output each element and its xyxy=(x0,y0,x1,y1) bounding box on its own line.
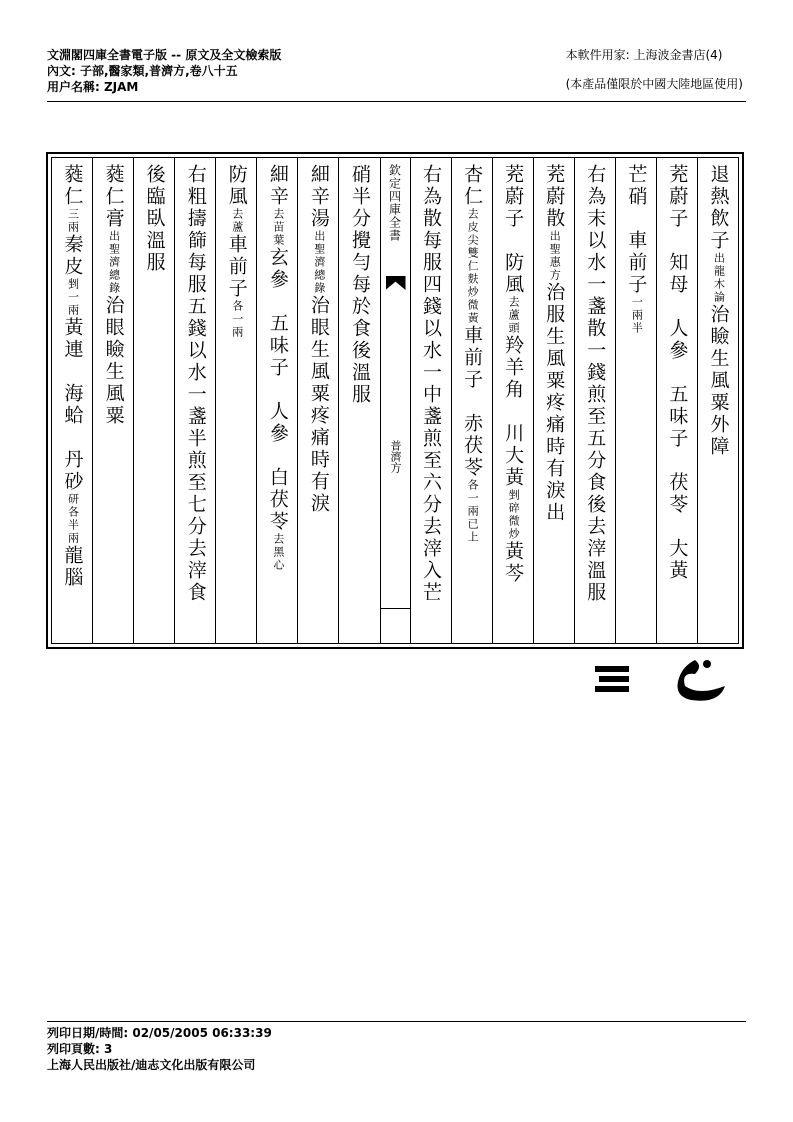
footer-publisher: 上海人民出版社/迪志文化出版有限公司 xyxy=(47,1058,256,1072)
book-title: 欽定四庫全書 xyxy=(387,164,402,242)
header-content-path: 內文: 子部,醫家類,普濟方,卷八十五 xyxy=(47,64,238,78)
fold-divider xyxy=(381,608,410,609)
page-frame xyxy=(46,152,744,649)
header-right xyxy=(566,47,743,92)
footer-divider xyxy=(47,1021,746,1022)
footer-print-datetime: 列印日期/時間: 02/05/2005 06:33:39 xyxy=(47,1026,272,1040)
text-column xyxy=(338,158,379,643)
text-column xyxy=(174,158,215,643)
column-text: 退熱飲子出龍木論治瞼生風粟外障 xyxy=(707,164,730,458)
column-text: 茺蔚散出聖惠方治服生風粟疼痛時有淚出 xyxy=(543,164,566,524)
column-text: 細辛去苗葉玄參 五味子 人參 白茯苓去黑心 xyxy=(266,164,289,572)
page-inner-frame xyxy=(51,157,739,644)
footer xyxy=(47,1025,272,1073)
text-column xyxy=(492,158,533,643)
text-column xyxy=(133,158,174,643)
column-text: 右粗擣篩每服五錢以水一盞半煎至七分去滓食 xyxy=(184,164,207,604)
column-text: 茺蔚子 知母 人參 五味子 茯苓 大黃 xyxy=(666,164,689,582)
header-left xyxy=(47,47,281,95)
header-region-notice: (本產品僅限於中國大陸地區使用) xyxy=(565,77,743,91)
column-text: 芒硝 車前子一兩半 xyxy=(625,164,648,335)
publisher-logo-icon xyxy=(595,656,745,702)
text-column xyxy=(615,158,656,643)
header-licensee: 本軟件用家: 上海波金書店(4) xyxy=(565,48,723,62)
column-text: 杏仁去皮尖雙仁麩炒微黃車前子 赤茯苓各一兩已上 xyxy=(461,164,484,544)
header-username: 用户名稱: ZJAM xyxy=(47,80,139,94)
text-column xyxy=(215,158,256,643)
text-column xyxy=(656,158,697,643)
column-text: 細辛湯出聖濟總錄治眼生風粟疼痛時有淚 xyxy=(307,164,330,515)
fishtail-mark-icon xyxy=(386,276,406,290)
footer-page-count: 列印頁數: 3 xyxy=(47,1042,113,1056)
header-divider xyxy=(47,101,746,102)
text-column xyxy=(256,158,297,643)
column-text: 防風去蘆車前子各一兩 xyxy=(225,164,248,339)
text-columns xyxy=(52,158,738,643)
text-column xyxy=(297,158,338,643)
text-column xyxy=(697,158,738,643)
text-column xyxy=(451,158,492,643)
header-title: 文淵閣四庫全書電子版 -- 原文及全文檢索版 xyxy=(47,48,282,62)
text-column xyxy=(533,158,574,643)
column-text: 後臨臥溫服 xyxy=(143,164,166,274)
column-text: 右為散每服四錢以水一中盞煎至六分去滓入芒 xyxy=(420,164,443,604)
column-text: 茺蔚子 防風去蘆頭羚羊角 川大黃剉碎微炒黃芩 xyxy=(502,164,525,585)
text-column xyxy=(410,158,451,643)
volume-title: 普濟方 xyxy=(389,440,402,473)
column-text: 硝半分攪勻每於食後溫服 xyxy=(348,164,371,406)
text-column xyxy=(574,158,615,643)
column-text: 蕤仁膏出聖濟總錄治眼瞼生風粟 xyxy=(102,164,125,427)
column-text: 右為末以水一盞散一錢煎至五分食後去滓溫服 xyxy=(584,164,607,604)
column-text: 蕤仁三兩秦皮剉一兩黃連 海蛤 丹砂研各半兩龍腦 xyxy=(61,164,84,589)
text-column xyxy=(92,158,133,643)
text-column xyxy=(52,158,92,643)
center-fold-column xyxy=(380,158,410,643)
